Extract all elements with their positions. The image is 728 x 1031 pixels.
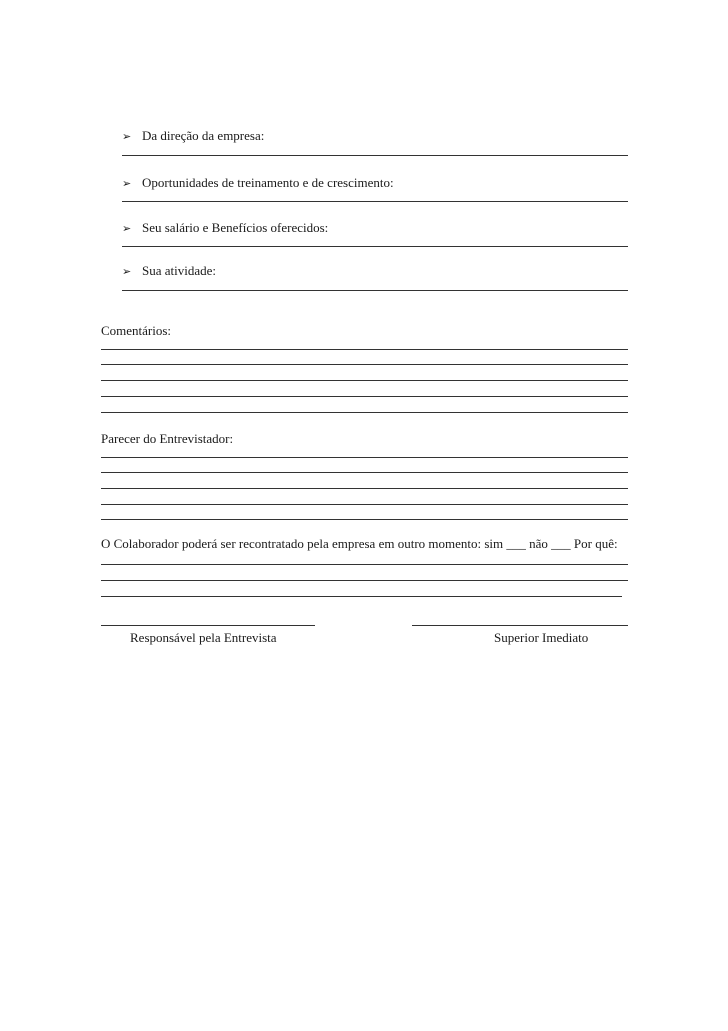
opinion-line[interactable] [101, 519, 628, 520]
interviewer-opinion-label: Parecer do Entrevistador: [101, 431, 234, 446]
comments-label: Comentários: [101, 323, 172, 338]
answer-line[interactable] [122, 155, 628, 156]
comment-line[interactable] [101, 412, 628, 413]
interviewer-signature-label: Responsável pela Entrevista [130, 630, 277, 645]
comment-line[interactable] [101, 380, 628, 381]
rehire-reason-line[interactable] [101, 580, 628, 581]
rehire-reason-line[interactable] [101, 596, 622, 597]
supervisor-signature-label: Superior Imediato [494, 630, 589, 645]
comment-line[interactable] [101, 396, 628, 397]
bullet-label: Da direção da empresa: [142, 128, 265, 143]
answer-line[interactable] [122, 290, 628, 291]
arrow-bullet-icon: ➢ [122, 222, 132, 235]
opinion-line[interactable] [101, 457, 628, 458]
bullet-item-salary-benefits [122, 220, 328, 236]
opinion-line[interactable] [101, 504, 628, 505]
opinion-line[interactable] [101, 472, 628, 473]
arrow-bullet-icon: ➢ [122, 130, 132, 143]
comment-line[interactable] [101, 364, 628, 365]
bullet-item-training-opportunities [122, 175, 394, 191]
supervisor-signature-line[interactable] [412, 625, 628, 626]
interviewer-signature-line[interactable] [101, 625, 315, 626]
opinion-line[interactable] [101, 488, 628, 489]
answer-line[interactable] [122, 201, 628, 202]
arrow-bullet-icon: ➢ [122, 265, 132, 278]
bullet-label: Oportunidades de treinamento e de crescimento: [142, 175, 394, 190]
arrow-bullet-icon: ➢ [122, 177, 132, 190]
rehire-question: O Colaborador poderá ser recontratado pela empresa em outro momento: sim ___ não ___ Por quê: [101, 536, 618, 551]
bullet-item-company-direction [122, 128, 264, 144]
rehire-reason-line[interactable] [101, 564, 628, 565]
bullet-label: Sua atividade: [142, 263, 217, 278]
bullet-item-activity [122, 263, 216, 279]
bullet-label: Seu salário e Benefícios oferecidos: [142, 220, 329, 235]
answer-line[interactable] [122, 246, 628, 247]
comment-line[interactable] [101, 349, 628, 350]
